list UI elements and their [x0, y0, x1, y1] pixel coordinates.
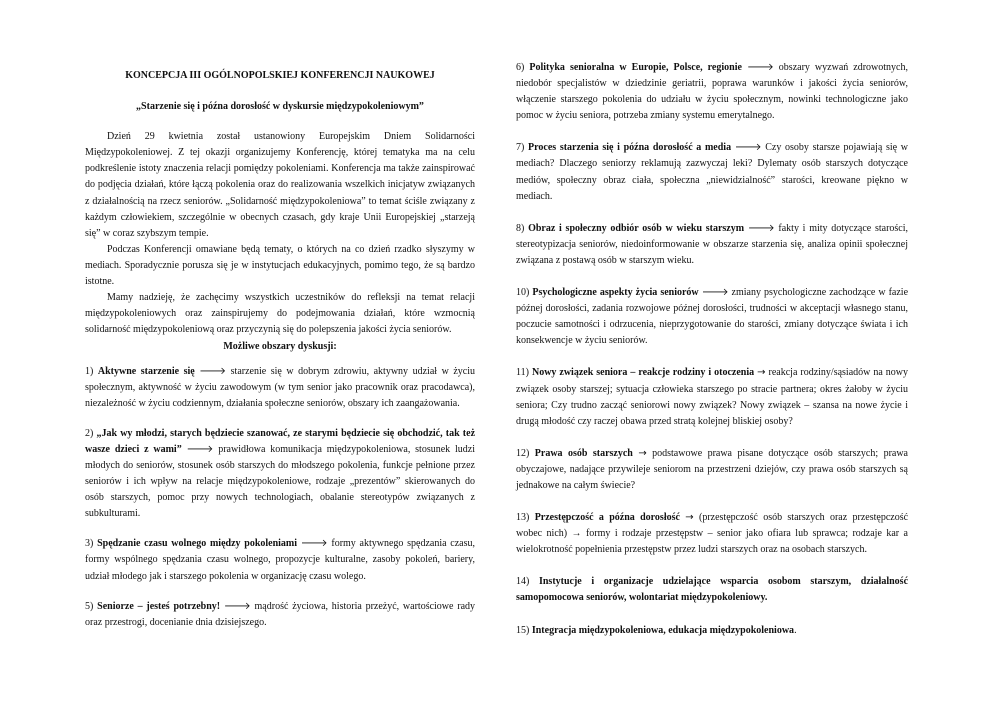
arrow-icon: 🡒 [701, 287, 729, 299]
arrow-icon: 🡒 [300, 538, 328, 550]
item-number: 2) [85, 427, 94, 439]
section-heading: Możliwe obszary dyskusji: [223, 341, 337, 353]
discussion-item [85, 426, 475, 523]
document-subtitle: „Starzenie się i późna dorosłość w dyskursie międzypokoleniowym” [136, 101, 424, 113]
item-title: Obraz i społeczny odbiór osób w wieku starszym [528, 222, 745, 234]
item-title: Przestępczość a późna dorosłość [534, 512, 680, 524]
arrow-icon: 🡒 [199, 365, 227, 377]
arrow-icon: 🡒 [223, 600, 251, 612]
item-number: 6) [516, 62, 525, 73]
item-title: Nowy związek seniora – reakcje rodziny i otoczenia [531, 367, 755, 379]
item-text: podstawowe prawa pisane dotyczące osób starszych; prawa obyczajowe, nadające przywileje seniorom na przestrzeni dziejów, czy prawa osób starszych są jednakowe na całym świecie? [516, 447, 908, 491]
discussion-item [516, 140, 908, 204]
discussion-item [516, 446, 908, 494]
item-text: mądrość życiowa, historia przeżyć, wartościowe rady oraz przestrogi, docenianie dnia dzisiejszego. [85, 600, 476, 628]
arrow-icon: 🡒 [186, 443, 214, 455]
right-column [516, 60, 908, 655]
item-title: Aktywne starzenie się [97, 365, 195, 377]
item-number: 3) [85, 538, 94, 550]
item-text: (przestępczość osób starszych oraz przestępczość wobec nich) → formy i rodzaje przestępstw – senior jako ofiara lub sprawca; rodzaje kar a wielokrotność popełnienia przestępstw przez ludzi starszych oraz na osobach starszych. [516, 512, 909, 556]
arrow-icon: 🡒 [746, 62, 774, 73]
discussion-item [516, 365, 908, 429]
item-title: Instytucje i organizacje udzielające wsparcia osobom starszym, działalność samopomocowa seniorów, wolontariat międzypokoleniowy. [516, 576, 909, 604]
item-title: Psychologiczne aspekty życia seniorów [532, 287, 699, 299]
item-title: Seniorze – jesteś potrzebny! [97, 600, 221, 612]
item-text: obszary wyzwań zdrowotnych, niedobór specjalistów w dziedzinie geriatrii, poprawa warunków i jakości życia seniorów, włączenie starszego pokolenia do udziału w życiu społecznym, nowinki technologiczne jako pomoc w życiu seniora, potrzeba zmiany systemu emerytalnego. [516, 62, 908, 122]
discussion-item [85, 599, 475, 631]
discussion-item [516, 60, 908, 124]
item-number: 12) [516, 447, 530, 459]
item-title: Spędzanie czasu wolnego między pokoleniami [97, 538, 298, 550]
arrow-icon: 🡒 [747, 222, 775, 234]
document-title: KONCEPCJA III OGÓLNOPOLSKIEJ KONFERENCJI NAUKOWEJ [125, 70, 435, 81]
item-number: 11) [516, 367, 529, 379]
item-number: 5) [85, 600, 94, 612]
item-title: Prawa osób starszych [534, 447, 633, 459]
intro-paragraph: Dzień 29 kwietnia został ustanowiony Europejskim Dniem Solidarności Międzypokoleniowej. Z tej okazji organizujemy Konferencję, której tematyka ma na celu podkreślenie istoty znaczenia relacji pomiędzy pokoleniami. Konferencja ma także zainspirować do podjęcia działań, które łączą pokolenia oraz do realizowania wszelkich inicjatyw związanych z działalnością na rzecz seniorów. „Solidarność międzypokoleniowa” to temat ściśle związany z każdym człowiekiem, szczególnie w obecnych czasach, gdy kraje Unii Europejskiej „starzeją się” w coraz szybszym tempie. [85, 131, 475, 239]
item-title: Polityka senioralna w Europie, Polsce, regionie [529, 62, 742, 73]
discussion-item [85, 536, 475, 584]
item-text: fakty i mity dotyczące starości, stereotypizacja seniorów, niedoinformowanie w obszarze starzenia się, analiza opinii społecznej związana z postawą osób w starszym wieku. [516, 222, 909, 266]
item-text: zmiany psychologiczne zachodzące w fazie późnej dorosłości, zadania rozwojowe późnej dorosłości, trudności w akceptacji własnego stanu, poczucie samotności i odrzucenia, nieprzygotowanie do starości, zmiany dotyczące świata i ich konsekwencje w życiu seniorów. [516, 287, 909, 347]
arrow-icon: → [638, 447, 647, 459]
item-text: Czy osoby starsze pojawiają się w mediach? Dlaczego seniorzy reklamują zazwyczaj leki? Dylematy osób starszych dotyczące mediów, społeczny obraz ciała, społeczna „niewidzialność” starości, kreowane piękno w mediach. [516, 142, 908, 202]
item-text: starzenie się w dobrym zdrowiu, aktywny udział w życiu społecznym, aktywność w życiu zawodowym (w tym senior jako pracownik oraz pracodawca), niezależność w życiu codziennym, działania społeczne seniorów, obszary ich zaangażowania. [85, 365, 476, 409]
item-text: reakcja rodziny/sąsiadów na nowy związek osoby starszej; sytuacja człowieka starszego po stracie partnera; okres żałoby w życiu seniora; Czy trudno zacząć seniorowi nowy związek? Nowy związek – szansa na nowe życie i drugą młodość czy raczej obawa przed stratą kolejnej bliskiej osoby? [516, 367, 909, 427]
left-column [85, 60, 475, 645]
discussion-item [516, 623, 908, 639]
item-number: 1) [85, 365, 94, 377]
item-number: 13) [516, 512, 530, 524]
item-number: 15) [516, 624, 530, 636]
item-number: 8) [516, 222, 525, 234]
intro-paragraph: Podczas Konferencji omawiane będą tematy, o których na co dzień rzadko słyszymy w mediach. Sporadycznie porusza się je w instytucjach edukacyjnych, pomimo tego, że są bardzo istotne. [85, 243, 475, 288]
item-number: 7) [516, 142, 525, 154]
arrow-icon: 🡒 [734, 142, 762, 154]
discussion-item [85, 364, 475, 412]
item-title: „Jak wy młodzi, starych będziecie szanować, ze starymi będziecie się obchodzić, tak też wasze dzieci z wami” [85, 427, 476, 455]
discussion-item [516, 285, 908, 349]
discussion-item [516, 574, 908, 606]
item-text: prawidłowa komunikacja międzypokoleniowa, stosunek ludzi młodych do seniorów, stosunek osób starszych do młodszego pokolenia, funkcje pełnione przez seniorów i ich wpływ na relacje międzypokoleniowe, rodzaje „prezentów” skierowanych do osób starszych, pomoc przy nowych technologiach, obalanie stereotypów związanych z subkulturami. [85, 443, 475, 520]
item-title: Integracja międzypokoleniowa, edukacja międzypokoleniowa [531, 624, 795, 636]
discussion-item [516, 510, 908, 558]
item-text: formy aktywnego spędzania czasu, formy wspólnego spędzania czasu wolnego, propozycje kulturalne, zasoby pokoleń, bariery, udział młodego jak i starszego pokolenia w organizację czasu wolego. [85, 538, 476, 582]
discussion-item [516, 221, 908, 269]
arrow-icon: → [685, 512, 694, 524]
item-title: Proces starzenia się i późna dorosłość a media [528, 142, 732, 154]
item-number: 14) [516, 576, 530, 588]
arrow-icon: → [757, 367, 766, 379]
item-text: . [794, 624, 797, 636]
intro-paragraph: Mamy nadzieję, że zachęcimy wszystkich uczestników do refleksji na temat relacji międzypokoleniowych oraz zainspirujemy do podejmowania działań, które wzmocnią solidarność międzypokoleniową oraz przyczynią się do polepszenia jakości życia seniorów. [85, 292, 475, 336]
item-number: 10) [516, 287, 530, 299]
